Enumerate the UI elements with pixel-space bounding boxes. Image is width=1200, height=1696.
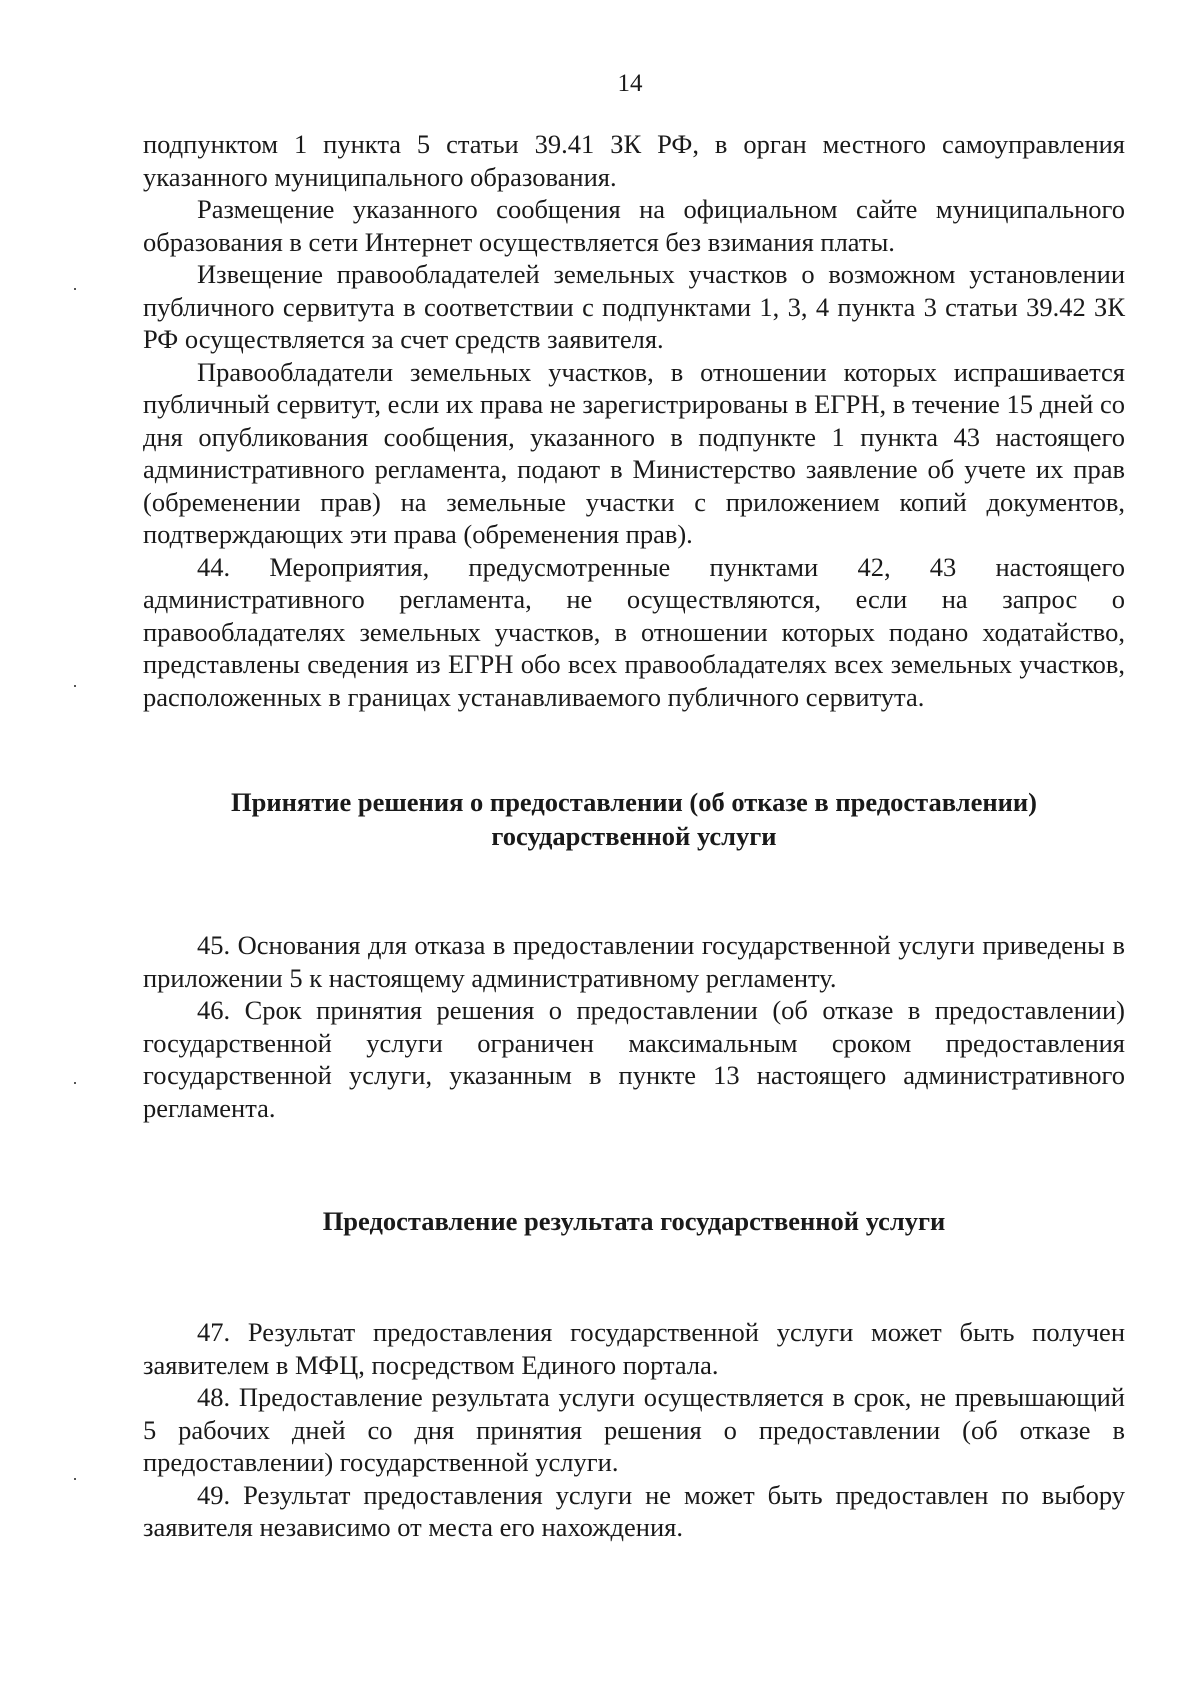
section-heading-decision <box>143 785 1125 853</box>
margin-mark <box>74 685 76 687</box>
margin-mark <box>74 288 76 290</box>
paragraph-47: 47. Результат предоставления государственной услуги может быть получен заявителем в МФЦ, посредством Единого портала. <box>143 1317 1125 1380</box>
paragraph-48: 48. Предоставление результата услуги осуществляется в срок, не превышающий 5 рабочих дней со дня принятия решения о предоставлении (об отказе в предоставлении) государственной услуги. <box>143 1382 1125 1477</box>
section-heading-result: Предоставление результата государственной услуги <box>322 1206 946 1236</box>
paragraph: Размещение указанного сообщения на официальном сайте муниципального образования в сети Интернет осуществляется без взимания платы. <box>143 194 1125 257</box>
heading-line: государственной услуги <box>491 821 777 851</box>
paragraph-49: 49. Результат предоставления услуги не может быть предоставлен по выбору заявителя независимо от места его нахождения. <box>143 1479 1125 1542</box>
margin-mark <box>74 1082 76 1084</box>
paragraph: Правообладатели земельных участков, в отношении которых испрашивается публичный сервитут, если их права не зарегистрированы в ЕГРН, в течение 15 дней со дня опубликования сообщения, указанного в подпункте 1 пункта 43 настоящего административного регламента, подают в Министерство заявление об учете их прав (обременении прав) на земельные участки с приложением копий документов, подтверждающих эти права (обременения прав). <box>143 356 1125 549</box>
heading-line: Принятие решения о предоставлении (об отказе в предоставлении) <box>231 787 1037 817</box>
page-number: 14 <box>617 70 643 97</box>
paragraph-46: 46. Срок принятия решения о предоставлении (об отказе в предоставлении) государственной услуги ограничен максимальным сроком предоставления государственной услуги, указанным в пункте 13 настоящего административного регламента. <box>143 995 1125 1123</box>
paragraph: подпунктом 1 пункта 5 статьи 39.41 ЗК РФ, в орган местного самоуправления указанного муниципального образования. <box>143 129 1125 192</box>
paragraph-45: 45. Основания для отказа в предоставлении государственной услуги приведены в приложении 5 к настоящему административному регламенту. <box>143 930 1125 993</box>
document-body <box>143 128 1125 1544</box>
paragraph-44: 44. Мероприятия, предусмотренные пунктами 42, 43 настоящего административного регламента, не осуществляются, если на запрос о правообладателях земельных участков, в отношении которых подано ходатайство, представлены сведения из ЕГРН обо всех правообладателях всех земельных участков, расположенных в границах устанавливаемого публичного сервитута. <box>143 551 1125 712</box>
paragraph: Извещение правообладателей земельных участков о возможном установлении публичного сервитута в соответствии с подпунктами 1, 3, 4 пункта 3 статьи 39.42 ЗК РФ осуществляется за счет средств заявителя. <box>143 259 1125 354</box>
margin-mark <box>74 1478 76 1480</box>
